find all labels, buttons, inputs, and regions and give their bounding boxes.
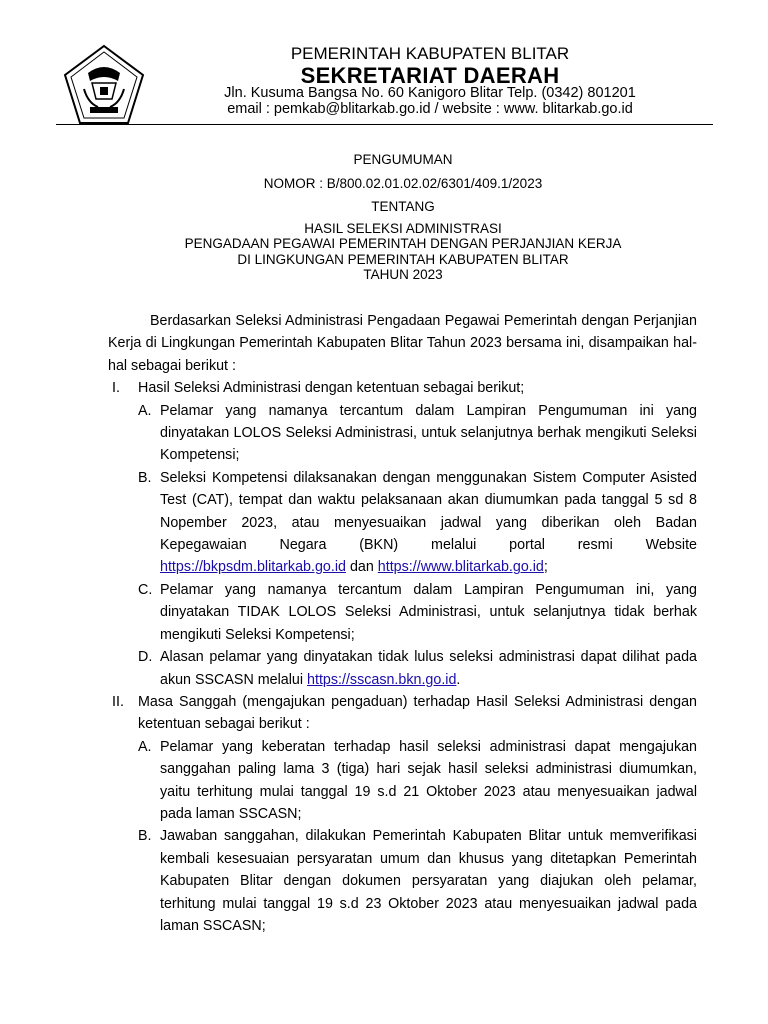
announcement-subject-3: DI LINGKUNGAN PEMERINTAH KABUPATEN BLITAR: [237, 252, 569, 267]
section-1-marker: I.: [112, 380, 120, 397]
government-name: PEMERINTAH KABUPATEN BLITAR: [290, 44, 570, 63]
section-1-item-c: [108, 579, 697, 646]
item-marker: A.: [138, 402, 152, 419]
announcement-subject-4: TAHUN 2023: [363, 267, 443, 282]
item-text: Pelamar yang namanya tercantum dalam Lampiran Pengumuman ini yang dinyatakan LOLOS Seleksi Administrasi, untuk selanjutnya berhak mengikuti Seleksi Kompetensi;: [160, 402, 697, 464]
item-marker: D.: [138, 649, 153, 666]
blitarkab-link[interactable]: https://www.blitarkab.go.id: [377, 559, 544, 576]
item-text-joiner: dan: [345, 559, 378, 576]
announcement-body: [108, 310, 697, 937]
item-text: Seleksi Kompetensi dilaksanakan dengan menggunakan Sistem Computer Asisted Test (CAT), tempat dan waktu pelaksanaan akan diumumkan pada tanggal 5 sd 8 Nopember 2023, atau menyesuaikan jadwal yang diberikan oleh Badan Kepegawaian Negara (BKN) melalui portal resmi Website: [160, 469, 697, 554]
item-text: Pelamar yang namanya tercantum dalam Lampiran Pengumuman ini, yang dinyatakan TIDAK LOLOS Seleksi Administrasi, untuk selanjutnya tidak berhak mengikuti Seleksi Kompetensi;: [160, 581, 697, 643]
announcement-about: TENTANG: [371, 199, 435, 214]
announcement-subject-1: HASIL SELEKSI ADMINISTRASI: [304, 221, 502, 236]
office-address: Jln. Kusuma Bangsa No. 60 Kanigoro Blitar Telp. (0342) 801201: [224, 85, 636, 101]
office-name: SEKRETARIAT DAERAH: [300, 63, 560, 88]
section-1-item-b: [108, 467, 697, 579]
sscasn-link[interactable]: https://sscasn.bkn.go.id: [307, 671, 457, 688]
section-1: [108, 377, 697, 399]
item-text-end: .: [456, 671, 461, 688]
item-text: Alasan pelamar yang dinyatakan tidak lulus seleksi administrasi dapat dilihat pada akun SSCASN melalui: [160, 649, 697, 688]
section-1-item-d: [108, 646, 697, 691]
section-2: [108, 691, 697, 736]
item-text: Pelamar yang keberatan terhadap hasil seleksi administrasi dapat mengajukan sanggahan paling lama 3 (tiga) hari sejak hasil seleksi administrasi diumumkan, yaitu terhitung mulai tanggal 19 s.d 21 Oktober 2023 atau menyesuaikan jadwal pada laman SSCASN;: [160, 738, 697, 822]
section-2-marker: II.: [112, 693, 124, 710]
announcement-number: NOMOR : B/800.02.01.02.02/6301/409.1/2023: [263, 176, 543, 191]
item-marker: B.: [138, 828, 152, 845]
announcement-label: PENGUMUMAN: [353, 152, 453, 167]
intro-paragraph: Berdasarkan Seleksi Administrasi Pengadaan Pegawai Pemerintah dengan Perjanjian Kerja di Lingkungan Pemerintah Kabupaten Blitar Tahun 2023 bersama ini, disampaikan hal-hal sebagai berikut :: [108, 313, 697, 374]
item-marker: A.: [138, 738, 152, 755]
office-contact: email : pemkab@blitarkab.go.id / website : www. blitarkab.go.id: [227, 101, 633, 117]
section-2-item-a: [108, 736, 697, 826]
section-1-item-a: [108, 400, 697, 467]
item-text-end: ;: [543, 559, 548, 576]
letterhead-divider: [56, 124, 713, 125]
regency-emblem-icon: [62, 43, 146, 127]
section-1-text: Hasil Seleksi Administrasi dengan ketentuan sebagai berikut;: [138, 380, 525, 397]
item-marker: B.: [138, 469, 152, 486]
bkpsdm-link[interactable]: https://bkpsdm.blitarkab.go.id: [160, 559, 346, 576]
section-2-text: Masa Sanggah (mengajukan pengaduan) terhadap Hasil Seleksi Administrasi dengan ketentuan sebagai berikut :: [138, 693, 697, 733]
item-text: Jawaban sanggahan, dilakukan Pemerintah Kabupaten Blitar untuk memverifikasi kembali kesesuaian persyaratan umum dan khusus yang ditetapkan Pemerintah Kabupaten Blitar dengan dokumen persyaratan yang diajukan oleh pelamar, terhitung mulai tanggal 19 s.d 23 Oktober 2023 atau menyesuaikan jadwal pada laman SSCASN;: [160, 828, 697, 934]
announcement-subject-2: PENGADAAN PEGAWAI PEMERINTAH DENGAN PERJANJIAN KERJA: [184, 236, 622, 251]
item-marker: C.: [138, 581, 153, 598]
section-2-item-b: [108, 825, 697, 937]
